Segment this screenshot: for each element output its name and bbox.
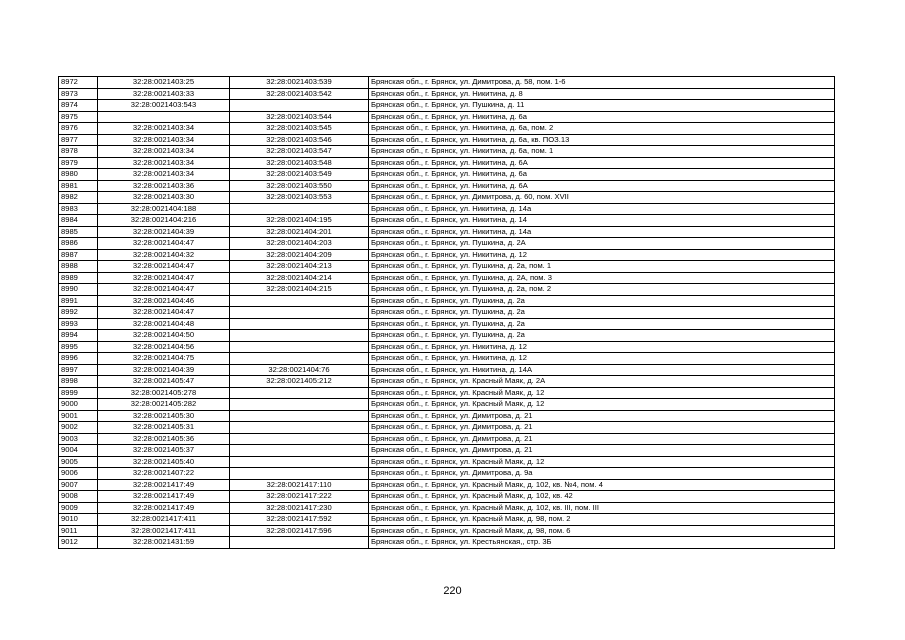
object-cadastral-number-cell: 32:28:0021404:214 xyxy=(230,272,369,284)
object-cadastral-number-cell xyxy=(230,387,369,399)
address-cell: Брянская обл., г. Брянск, ул. Никитина, д. 6А xyxy=(369,180,835,192)
row-number-cell: 8985 xyxy=(59,226,98,238)
object-cadastral-number-cell: 32:28:0021404:209 xyxy=(230,249,369,261)
land-cadastral-number-cell: 32:28:0021404:56 xyxy=(98,341,230,353)
object-cadastral-number-cell: 32:28:0021404:195 xyxy=(230,215,369,227)
land-cadastral-number-cell: 32:28:0021405:30 xyxy=(98,410,230,422)
object-cadastral-number-cell xyxy=(230,422,369,434)
land-cadastral-number-cell: 32:28:0021404:32 xyxy=(98,249,230,261)
table-row xyxy=(59,192,835,204)
object-cadastral-number-cell xyxy=(230,295,369,307)
table-row xyxy=(59,146,835,158)
object-cadastral-number-cell xyxy=(230,330,369,342)
object-cadastral-number-cell: 32:28:0021404:203 xyxy=(230,238,369,250)
object-cadastral-number-cell xyxy=(230,445,369,457)
address-cell: Брянская обл., г. Брянск, ул. Красный Маяк, д. 102, кв. III, пом. III xyxy=(369,502,835,514)
table-row xyxy=(59,456,835,468)
land-cadastral-number-cell: 32:28:0021403:34 xyxy=(98,169,230,181)
table-row xyxy=(59,307,835,319)
row-number-cell: 8991 xyxy=(59,295,98,307)
address-cell: Брянская обл., г. Брянск, ул. Никитина, д. 12 xyxy=(369,341,835,353)
land-cadastral-number-cell: 32:28:0021403:25 xyxy=(98,77,230,89)
object-cadastral-number-cell xyxy=(230,399,369,411)
row-number-cell: 9011 xyxy=(59,525,98,537)
address-cell: Брянская обл., г. Брянск, ул. Димитрова, д. 21 xyxy=(369,445,835,457)
table-row xyxy=(59,514,835,526)
land-cadastral-number-cell: 32:28:0021405:278 xyxy=(98,387,230,399)
row-number-cell: 9004 xyxy=(59,445,98,457)
land-cadastral-number-cell: 32:28:0021405:282 xyxy=(98,399,230,411)
address-cell: Брянская обл., г. Брянск, ул. Никитина, д. 12 xyxy=(369,353,835,365)
object-cadastral-number-cell: 32:28:0021417:592 xyxy=(230,514,369,526)
land-cadastral-number-cell: 32:28:0021404:47 xyxy=(98,272,230,284)
land-cadastral-number-cell: 32:28:0021403:36 xyxy=(98,180,230,192)
row-number-cell: 8992 xyxy=(59,307,98,319)
address-cell: Брянская обл., г. Брянск, ул. Пушкина, д. 2А xyxy=(369,238,835,250)
address-cell: Брянская обл., г. Брянск, ул. Никитина, д. 14а xyxy=(369,203,835,215)
table-row xyxy=(59,295,835,307)
address-cell: Брянская обл., г. Брянск, ул. Димитрова, д. 21 xyxy=(369,433,835,445)
row-number-cell: 8977 xyxy=(59,134,98,146)
table-row xyxy=(59,387,835,399)
object-cadastral-number-cell xyxy=(230,456,369,468)
land-cadastral-number-cell: 32:28:0021417:411 xyxy=(98,525,230,537)
row-number-cell: 8990 xyxy=(59,284,98,296)
address-cell: Брянская обл., г. Брянск, ул. Димитрова, д. 9а xyxy=(369,468,835,480)
row-number-cell: 8984 xyxy=(59,215,98,227)
address-cell: Брянская обл., г. Брянск, ул. Никитина, д. 12 xyxy=(369,249,835,261)
object-cadastral-number-cell: 32:28:0021403:547 xyxy=(230,146,369,158)
address-cell: Брянская обл., г. Брянск, ул. Никитина, д. 6а, кв. ПОЗ.13 xyxy=(369,134,835,146)
table-row xyxy=(59,261,835,273)
land-cadastral-number-cell: 32:28:0021404:39 xyxy=(98,226,230,238)
object-cadastral-number-cell xyxy=(230,410,369,422)
land-cadastral-number-cell: 32:28:0021404:48 xyxy=(98,318,230,330)
row-number-cell: 9006 xyxy=(59,468,98,480)
table-row xyxy=(59,537,835,549)
land-cadastral-number-cell: 32:28:0021417:411 xyxy=(98,514,230,526)
address-cell: Брянская обл., г. Брянск, ул. Димитрова, д. 58, пом. 1-6 xyxy=(369,77,835,89)
row-number-cell: 8983 xyxy=(59,203,98,215)
table-row xyxy=(59,272,835,284)
table-row xyxy=(59,341,835,353)
object-cadastral-number-cell: 32:28:0021404:76 xyxy=(230,364,369,376)
table-row xyxy=(59,157,835,169)
row-number-cell: 9000 xyxy=(59,399,98,411)
object-cadastral-number-cell: 32:28:0021417:596 xyxy=(230,525,369,537)
table-row xyxy=(59,100,835,112)
object-cadastral-number-cell: 32:28:0021403:548 xyxy=(230,157,369,169)
row-number-cell: 9005 xyxy=(59,456,98,468)
row-number-cell: 8986 xyxy=(59,238,98,250)
table-row xyxy=(59,284,835,296)
land-cadastral-number-cell: 32:28:0021417:49 xyxy=(98,491,230,503)
land-cadastral-number-cell: 32:28:0021404:188 xyxy=(98,203,230,215)
object-cadastral-number-cell xyxy=(230,353,369,365)
land-cadastral-number-cell: 32:28:0021404:46 xyxy=(98,295,230,307)
row-number-cell: 8976 xyxy=(59,123,98,135)
land-cadastral-number-cell xyxy=(98,111,230,123)
land-cadastral-number-cell: 32:28:0021403:34 xyxy=(98,146,230,158)
row-number-cell: 8980 xyxy=(59,169,98,181)
address-cell: Брянская обл., г. Брянск, ул. Пушкина, д. 2а xyxy=(369,318,835,330)
table-row xyxy=(59,111,835,123)
land-cadastral-number-cell: 32:28:0021417:49 xyxy=(98,479,230,491)
object-cadastral-number-cell: 32:28:0021403:550 xyxy=(230,180,369,192)
land-cadastral-number-cell: 32:28:0021404:39 xyxy=(98,364,230,376)
land-cadastral-number-cell: 32:28:0021431:59 xyxy=(98,537,230,549)
table-row xyxy=(59,364,835,376)
table-row xyxy=(59,226,835,238)
table-row xyxy=(59,180,835,192)
address-cell: Брянская обл., г. Брянск, ул. Димитрова, д. 60, пом. XVII xyxy=(369,192,835,204)
cadastral-table xyxy=(58,76,835,549)
object-cadastral-number-cell xyxy=(230,100,369,112)
table-row xyxy=(59,479,835,491)
table-row xyxy=(59,249,835,261)
row-number-cell: 8994 xyxy=(59,330,98,342)
page-number: 220 xyxy=(443,585,462,597)
table-row xyxy=(59,238,835,250)
land-cadastral-number-cell: 32:28:0021407:22 xyxy=(98,468,230,480)
object-cadastral-number-cell xyxy=(230,307,369,319)
table-row xyxy=(59,318,835,330)
table-row xyxy=(59,502,835,514)
row-number-cell: 8996 xyxy=(59,353,98,365)
row-number-cell: 8999 xyxy=(59,387,98,399)
land-cadastral-number-cell: 32:28:0021405:47 xyxy=(98,376,230,388)
object-cadastral-number-cell xyxy=(230,341,369,353)
object-cadastral-number-cell: 32:28:0021404:201 xyxy=(230,226,369,238)
table-row xyxy=(59,123,835,135)
object-cadastral-number-cell: 32:28:0021403:549 xyxy=(230,169,369,181)
land-cadastral-number-cell: 32:28:0021403:543 xyxy=(98,100,230,112)
object-cadastral-number-cell: 32:28:0021405:212 xyxy=(230,376,369,388)
address-cell: Брянская обл., г. Брянск, ул. Никитина, д. 6А xyxy=(369,157,835,169)
table-row xyxy=(59,203,835,215)
object-cadastral-number-cell: 32:28:0021403:542 xyxy=(230,88,369,100)
table-row xyxy=(59,468,835,480)
row-number-cell: 8988 xyxy=(59,261,98,273)
land-cadastral-number-cell: 32:28:0021404:47 xyxy=(98,307,230,319)
address-cell: Брянская обл., г. Брянск, ул. Красный Маяк, д. 2А xyxy=(369,376,835,388)
object-cadastral-number-cell: 32:28:0021403:546 xyxy=(230,134,369,146)
table-row xyxy=(59,169,835,181)
row-number-cell: 8995 xyxy=(59,341,98,353)
land-cadastral-number-cell: 32:28:0021403:34 xyxy=(98,123,230,135)
address-cell: Брянская обл., г. Брянск, ул. Красный Маяк, д. 12 xyxy=(369,387,835,399)
object-cadastral-number-cell: 32:28:0021404:213 xyxy=(230,261,369,273)
address-cell: Брянская обл., г. Брянск, ул. Пушкина, д. 2а, пом. 1 xyxy=(369,261,835,273)
object-cadastral-number-cell xyxy=(230,318,369,330)
row-number-cell: 8981 xyxy=(59,180,98,192)
address-cell: Брянская обл., г. Брянск, ул. Никитина, д. 14а xyxy=(369,226,835,238)
address-cell: Брянская обл., г. Брянск, ул. Крестьянская,, стр. 3Б xyxy=(369,537,835,549)
address-cell: Брянская обл., г. Брянск, ул. Красный Маяк, д. 12 xyxy=(369,399,835,411)
address-cell: Брянская обл., г. Брянск, ул. Никитина, д. 8 xyxy=(369,88,835,100)
address-cell: Брянская обл., г. Брянск, ул. Димитрова, д. 21 xyxy=(369,410,835,422)
address-cell: Брянская обл., г. Брянск, ул. Пушкина, д. 2А, пом. 3 xyxy=(369,272,835,284)
row-number-cell: 8993 xyxy=(59,318,98,330)
table-row xyxy=(59,445,835,457)
object-cadastral-number-cell: 32:28:0021403:539 xyxy=(230,77,369,89)
land-cadastral-number-cell: 32:28:0021405:36 xyxy=(98,433,230,445)
address-cell: Брянская обл., г. Брянск, ул. Димитрова, д. 21 xyxy=(369,422,835,434)
table-row xyxy=(59,422,835,434)
address-cell: Брянская обл., г. Брянск, ул. Никитина, д. 14 xyxy=(369,215,835,227)
land-cadastral-number-cell: 32:28:0021405:40 xyxy=(98,456,230,468)
table-body xyxy=(59,77,835,549)
address-cell: Брянская обл., г. Брянск, ул. Красный Маяк, д. 12 xyxy=(369,456,835,468)
object-cadastral-number-cell: 32:28:0021417:110 xyxy=(230,479,369,491)
row-number-cell: 9002 xyxy=(59,422,98,434)
row-number-cell: 9001 xyxy=(59,410,98,422)
table-row xyxy=(59,399,835,411)
row-number-cell: 9007 xyxy=(59,479,98,491)
row-number-cell: 8989 xyxy=(59,272,98,284)
table-row xyxy=(59,525,835,537)
land-cadastral-number-cell: 32:28:0021403:30 xyxy=(98,192,230,204)
address-cell: Брянская обл., г. Брянск, ул. Красный Маяк, д. 98, пом. 6 xyxy=(369,525,835,537)
object-cadastral-number-cell: 32:28:0021403:544 xyxy=(230,111,369,123)
row-number-cell: 8998 xyxy=(59,376,98,388)
address-cell: Брянская обл., г. Брянск, ул. Никитина, д. 6а, пом. 1 xyxy=(369,146,835,158)
row-number-cell: 8987 xyxy=(59,249,98,261)
row-number-cell: 9012 xyxy=(59,537,98,549)
land-cadastral-number-cell: 32:28:0021404:216 xyxy=(98,215,230,227)
row-number-cell: 8975 xyxy=(59,111,98,123)
address-cell: Брянская обл., г. Брянск, ул. Пушкина, д. 2а xyxy=(369,295,835,307)
address-cell: Брянская обл., г. Брянск, ул. Пушкина, д. 2а xyxy=(369,307,835,319)
object-cadastral-number-cell xyxy=(230,433,369,445)
land-cadastral-number-cell: 32:28:0021404:47 xyxy=(98,261,230,273)
table-row xyxy=(59,491,835,503)
object-cadastral-number-cell xyxy=(230,203,369,215)
object-cadastral-number-cell: 32:28:0021403:553 xyxy=(230,192,369,204)
object-cadastral-number-cell xyxy=(230,468,369,480)
row-number-cell: 9003 xyxy=(59,433,98,445)
table-row xyxy=(59,433,835,445)
address-cell: Брянская обл., г. Брянск, ул. Пушкина, д. 2а xyxy=(369,330,835,342)
table-row xyxy=(59,410,835,422)
land-cadastral-number-cell: 32:28:0021405:31 xyxy=(98,422,230,434)
object-cadastral-number-cell: 32:28:0021404:215 xyxy=(230,284,369,296)
table-row xyxy=(59,376,835,388)
row-number-cell: 9008 xyxy=(59,491,98,503)
row-number-cell: 8997 xyxy=(59,364,98,376)
land-cadastral-number-cell: 32:28:0021403:34 xyxy=(98,134,230,146)
row-number-cell: 8978 xyxy=(59,146,98,158)
land-cadastral-number-cell: 32:28:0021417:49 xyxy=(98,502,230,514)
row-number-cell: 9009 xyxy=(59,502,98,514)
table-row xyxy=(59,353,835,365)
table-row xyxy=(59,134,835,146)
table-row xyxy=(59,330,835,342)
object-cadastral-number-cell: 32:28:0021417:230 xyxy=(230,502,369,514)
address-cell: Брянская обл., г. Брянск, ул. Никитина, д. 6а xyxy=(369,169,835,181)
row-number-cell: 8982 xyxy=(59,192,98,204)
address-cell: Брянская обл., г. Брянск, ул. Красный Маяк, д. 102, кв. 42 xyxy=(369,491,835,503)
land-cadastral-number-cell: 32:28:0021405:37 xyxy=(98,445,230,457)
address-cell: Брянская обл., г. Брянск, ул. Красный Маяк, д. 102, кв. №4, пом. 4 xyxy=(369,479,835,491)
address-cell: Брянская обл., г. Брянск, ул. Никитина, д. 14А xyxy=(369,364,835,376)
address-cell: Брянская обл., г. Брянск, ул. Пушкина, д. 11 xyxy=(369,100,835,112)
table-row xyxy=(59,88,835,100)
row-number-cell: 8974 xyxy=(59,100,98,112)
land-cadastral-number-cell: 32:28:0021403:33 xyxy=(98,88,230,100)
land-cadastral-number-cell: 32:28:0021404:75 xyxy=(98,353,230,365)
land-cadastral-number-cell: 32:28:0021404:50 xyxy=(98,330,230,342)
row-number-cell: 8973 xyxy=(59,88,98,100)
object-cadastral-number-cell: 32:28:0021403:545 xyxy=(230,123,369,135)
land-cadastral-number-cell: 32:28:0021403:34 xyxy=(98,157,230,169)
land-cadastral-number-cell: 32:28:0021404:47 xyxy=(98,238,230,250)
row-number-cell: 8979 xyxy=(59,157,98,169)
address-cell: Брянская обл., г. Брянск, ул. Красный Маяк, д. 98, пом. 2 xyxy=(369,514,835,526)
table-row xyxy=(59,215,835,227)
land-cadastral-number-cell: 32:28:0021404:47 xyxy=(98,284,230,296)
address-cell: Брянская обл., г. Брянск, ул. Никитина, д. 6а xyxy=(369,111,835,123)
row-number-cell: 8972 xyxy=(59,77,98,89)
address-cell: Брянская обл., г. Брянск, ул. Пушкина, д. 2а, пом. 2 xyxy=(369,284,835,296)
row-number-cell: 9010 xyxy=(59,514,98,526)
object-cadastral-number-cell: 32:28:0021417:222 xyxy=(230,491,369,503)
object-cadastral-number-cell xyxy=(230,537,369,549)
address-cell: Брянская обл., г. Брянск, ул. Никитина, д. 6а, пом. 2 xyxy=(369,123,835,135)
table-row xyxy=(59,77,835,89)
